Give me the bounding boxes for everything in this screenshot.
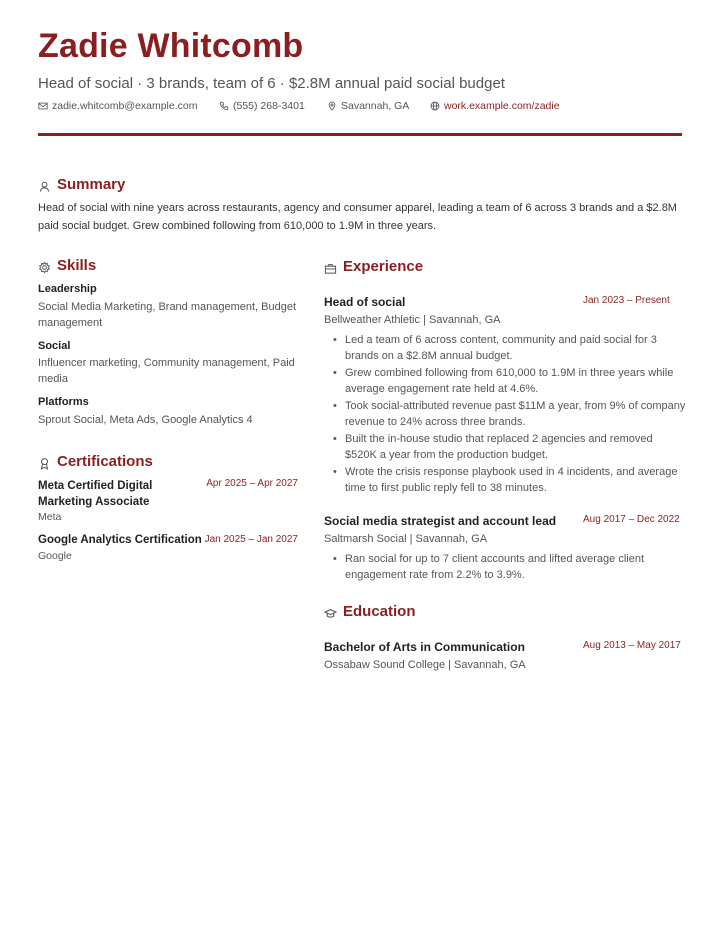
award-ribbon-icon: [38, 457, 51, 470]
list-item: • Grew combined following from 610,000 to 1.9M in three years while average engagement rate held at 4.6%.: [324, 365, 686, 397]
job-title: Social media strategist and account lead: [324, 514, 557, 528]
contact-phone[interactable]: [219, 100, 305, 112]
education-heading-text: Education: [343, 602, 416, 620]
certifications-heading: [38, 452, 153, 470]
phone-text: (555) 268-3401: [233, 100, 305, 112]
summary-text: Head of social with nine years across restaurants, agency and consumer apparel, leading a team of 6 across 3 brands and a $2.8M paid social budget. Grew combined following from 610,000 to 1.9M in three years.: [38, 202, 677, 232]
website-link[interactable]: work.example.com/zadie: [444, 100, 560, 112]
certification-dates: Jan 2025 – Jan 2027: [204, 534, 298, 545]
job-dates: Aug 2017 – Dec 2022: [583, 514, 680, 525]
gear-icon: [38, 261, 51, 274]
job-bullets: [324, 332, 686, 497]
contact-email[interactable]: [38, 100, 197, 112]
list-item: • Took social-attributed revenue past $11M a year, from 9% of company revenue to 24% across three brands.: [324, 398, 686, 430]
phone-icon: [219, 101, 229, 111]
education-dates: Aug 2013 – May 2017: [583, 640, 681, 651]
candidate-name: Zadie Whitcomb: [38, 27, 304, 65]
graduation-cap-icon: [324, 607, 337, 620]
summary-heading-text: Summary: [57, 175, 126, 193]
skill-group-title: Leadership: [38, 283, 97, 295]
job-bullets: [324, 551, 686, 584]
location-text: Savannah, GA: [341, 100, 410, 112]
job-company: Saltmarsh Social | Savannah, GA: [324, 533, 488, 545]
list-item: • Led a team of 6 across content, community and paid social for 3 brands on a $2.8M annual budget.: [324, 332, 686, 364]
job-dates: Jan 2023 – Present: [583, 295, 670, 306]
skills-heading-text: Skills: [57, 257, 97, 274]
job-company: Bellweather Athletic | Savannah, GA: [324, 314, 501, 326]
skill-group-title: Platforms: [38, 396, 89, 408]
globe-icon: [430, 101, 440, 111]
skills-heading: [38, 257, 96, 274]
certification-issuer: Meta: [38, 511, 62, 523]
mail-icon: [38, 101, 48, 111]
skill-group-items: Influencer marketing, Community management, Paid media: [38, 357, 295, 385]
education-heading: [324, 602, 416, 620]
email-text: zadie.whitcomb@example.com: [52, 100, 198, 112]
school-name: Ossabaw Sound College | Savannah, GA: [324, 659, 526, 671]
certification-dates: Apr 2025 – Apr 2027: [206, 478, 298, 489]
certification-title: Google Analytics Certification: [38, 534, 202, 546]
list-item: • Built the in-house studio that replaced 2 agencies and removed $520K a year from the production budget.: [324, 431, 686, 463]
briefcase-icon: [324, 262, 337, 275]
skill-group-title: Social: [38, 340, 71, 352]
contact-website[interactable]: [430, 100, 560, 112]
list-item: • Wrote the crisis response playbook used in 4 incidents, and average time to first public reply fell to 38 minutes.: [324, 464, 686, 496]
certifications-heading-text: Certifications: [57, 452, 153, 470]
headline: Head of social · 3 brands, team of 6 · $2.8M annual paid social budget: [38, 75, 505, 92]
certification-title: Meta Certified Digital Marketing Associate: [38, 480, 153, 508]
skill-group-items: Social Media Marketing, Brand management, Budget management: [38, 301, 297, 329]
degree-title: Bachelor of Arts in Communication: [324, 640, 525, 654]
location-pin-icon: [327, 101, 337, 111]
list-item: • Ran social for up to 7 client accounts and lifted average client engagement rate from 2.2% to 3.9%.: [324, 551, 686, 583]
header-divider: [38, 133, 682, 136]
skill-group-items: Sprout Social, Meta Ads, Google Analytics 4: [38, 414, 253, 426]
experience-heading-text: Experience: [343, 257, 424, 275]
person-icon: [38, 180, 51, 193]
contact-location: [327, 100, 409, 112]
experience-heading: [324, 257, 423, 275]
job-title: Head of social: [324, 295, 406, 309]
certification-issuer: Google: [38, 550, 72, 562]
summary-heading: [38, 175, 125, 193]
